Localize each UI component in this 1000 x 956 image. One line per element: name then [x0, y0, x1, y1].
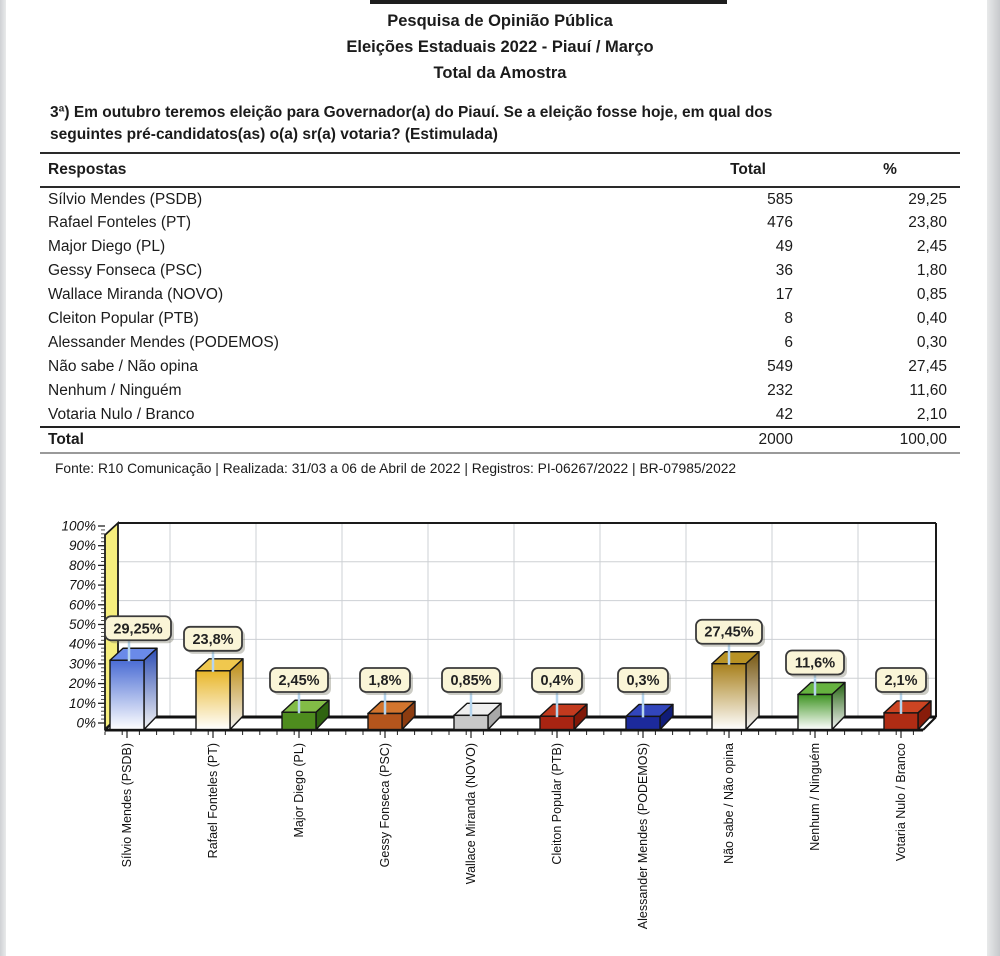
row-label: Gessy Fonseca (PSC): [48, 262, 203, 279]
row-total: 8: [784, 310, 793, 327]
row-pct: 29,25: [908, 190, 947, 208]
question-line-2: seguintes pré-candidatos(as) o(a) sr(a) votaria? (Estimulada): [50, 126, 498, 143]
page-left-edge: [0, 0, 6, 956]
row-total: 549: [767, 358, 793, 375]
y-axis-tick-label: 20%: [68, 676, 96, 692]
row-total: 585: [767, 190, 793, 208]
y-axis-tick-label: 30%: [68, 656, 96, 672]
col-header-pct: %: [833, 153, 960, 187]
report-header: [0, 0, 1000, 86]
y-axis: [61, 519, 105, 731]
x-axis-category-label: Major Diego (PL): [292, 743, 306, 838]
row-total: 36: [775, 262, 793, 279]
sample-label: Total da Amostra: [433, 64, 567, 82]
y-axis-tick-label: 40%: [68, 636, 96, 652]
results-table: [40, 152, 960, 454]
row-label: Rafael Fonteles (PT): [48, 214, 191, 231]
value-callout-label: 2,45%: [278, 673, 320, 689]
bar-chart: [30, 518, 970, 956]
table-row: [40, 379, 960, 403]
x-axis-category-label: Sílvio Mendes (PSDB): [120, 743, 134, 868]
row-total: 42: [775, 405, 793, 423]
value-callout-label: 23,8%: [192, 631, 234, 648]
question-line-1: 3ª) Em outubro teremos eleição para Governador(a) do Piauí. Se a eleição fosse hoje, em qual dos: [50, 104, 773, 121]
table-header-row: [40, 153, 960, 187]
row-pct: 0,85: [916, 286, 947, 303]
table-row: [40, 307, 960, 331]
row-total: 232: [767, 382, 793, 399]
total-label: Total: [40, 427, 703, 453]
row-total: 17: [775, 286, 793, 303]
bar: [712, 652, 759, 730]
row-pct: 23,80: [908, 214, 947, 231]
table-row: [40, 211, 960, 235]
x-axis: [105, 732, 913, 739]
page-title: Pesquisa de Opinião Pública: [387, 12, 613, 30]
col-header-total: Total: [703, 153, 833, 187]
x-axis-category-label: Cleiton Popular (PTB): [550, 743, 564, 865]
col-header-respostas: Respostas: [40, 153, 703, 187]
row-pct: 0,30: [916, 334, 947, 351]
row-label: Wallace Miranda (NOVO): [48, 286, 224, 303]
value-callout-label: 1,8%: [368, 673, 402, 689]
y-axis-tick-label: 60%: [68, 597, 96, 613]
value-callout-label: 0,3%: [626, 673, 660, 689]
table-row: [40, 355, 960, 379]
cropped-top-bar-artifact: [370, 0, 727, 4]
x-axis-category-label: Nenhum / Ninguém: [808, 743, 822, 851]
x-axis-category-label: Wallace Miranda (NOVO): [464, 743, 478, 885]
value-callout-label: 0,4%: [540, 673, 574, 689]
row-pct: 0,40: [916, 310, 947, 327]
row-pct: 11,60: [909, 382, 947, 399]
row-label: Major Diego (PL): [48, 238, 166, 255]
value-callout-label: 2,1%: [884, 673, 918, 689]
row-total: 49: [775, 238, 793, 255]
value-callout-label: 11,6%: [794, 655, 836, 672]
x-axis-category-label: Votaria Nulo / Branco: [894, 743, 908, 862]
table-row: [40, 283, 960, 307]
total-value: 2000: [703, 427, 833, 453]
bar: [196, 659, 243, 730]
bar: [798, 682, 845, 729]
value-callout-label: 29,25%: [113, 621, 163, 638]
total-pct: 100,00: [833, 427, 960, 453]
source-line: Fonte: R10 Comunicação | Realizada: 31/03 a 06 de Abril de 2022 | Registros: PI-06267/2022 | BR-07985/2022: [55, 461, 737, 476]
row-label: Não sabe / Não opina: [48, 358, 198, 375]
y-axis-tick-label: 90%: [68, 538, 96, 554]
y-axis-tick-label: 80%: [68, 557, 96, 573]
row-total: 6: [784, 334, 793, 351]
value-callout-label: 0,85%: [450, 673, 492, 689]
row-pct: 2,45: [916, 238, 947, 255]
value-callout-label: 27,45%: [704, 624, 754, 641]
page-right-edge: [987, 0, 1000, 956]
x-axis-category-label: Gessy Fonseca (PSC): [378, 743, 392, 868]
bar-chart-svg: [30, 518, 970, 956]
table-row: [40, 235, 960, 259]
y-axis-tick-label: 100%: [61, 518, 96, 534]
x-axis-category-label: Alessander Mendes (PODEMOS): [636, 743, 650, 930]
table-total-row: [40, 427, 960, 453]
row-pct: 1,80: [916, 262, 947, 279]
x-axis-labels: [120, 743, 908, 929]
row-label: Sílvio Mendes (PSDB): [48, 190, 203, 208]
row-pct: 27,45: [908, 358, 947, 375]
table-row: [40, 259, 960, 283]
bar: [110, 648, 157, 729]
table-row: [40, 331, 960, 355]
row-label: Cleiton Popular (PTB): [48, 310, 199, 327]
y-axis-tick-label: 10%: [68, 695, 96, 711]
x-axis-category-label: Rafael Fonteles (PT): [206, 743, 220, 859]
row-label: Nenhum / Ninguém: [48, 382, 182, 399]
page-subtitle: Eleições Estaduais 2022 - Piauí / Março: [346, 38, 654, 56]
y-axis-tick-label: 50%: [68, 617, 96, 632]
y-axis-tick-label: 0%: [76, 715, 96, 731]
row-label: Votaria Nulo / Branco: [48, 405, 195, 423]
table-row: [40, 187, 960, 211]
question-text: [50, 102, 950, 146]
row-pct: 2,10: [916, 405, 947, 423]
y-axis-tick-label: 70%: [68, 577, 96, 593]
x-axis-category-label: Não sabe / Não opina: [722, 743, 736, 864]
table-row: [40, 403, 960, 427]
row-total: 476: [767, 214, 793, 231]
row-label: Alessander Mendes (PODEMOS): [48, 334, 279, 351]
